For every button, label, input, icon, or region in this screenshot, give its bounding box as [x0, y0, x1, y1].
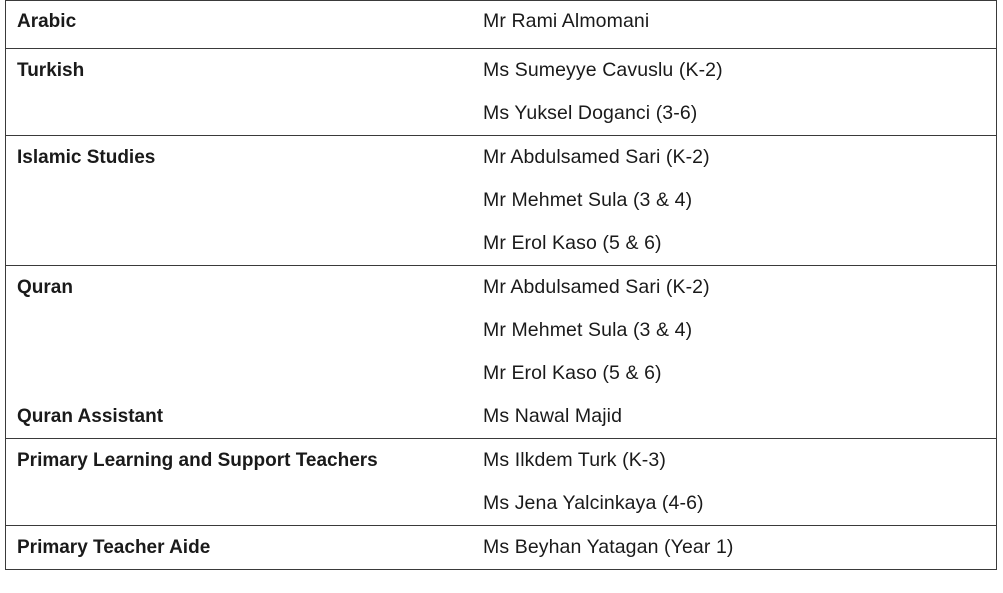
subject-cell [6, 49, 470, 136]
teacher-name: Ms Nawal Majid [483, 405, 623, 427]
teacher-cell [469, 136, 997, 266]
teacher-cell [469, 439, 997, 526]
subject-label: Primary Teacher Aide [17, 537, 211, 558]
staff-table [5, 0, 997, 570]
teacher-name: Ms Jena Yalcinkaya (4-6) [483, 492, 704, 514]
subject-cell [6, 1, 470, 49]
teacher-cell [469, 266, 997, 439]
subject-spacer [6, 352, 469, 395]
table-row [6, 266, 997, 439]
subject-label: Quran Assistant [17, 406, 164, 427]
table-row [6, 49, 997, 136]
teacher-name: Mr Abdulsamed Sari (K-2) [483, 146, 710, 168]
table-row [6, 136, 997, 266]
teacher-name: Ms Sumeyye Cavuslu (K-2) [483, 59, 723, 81]
subject-cell [6, 526, 470, 570]
subject-cell [6, 266, 470, 439]
table-row [6, 439, 997, 526]
table-row [6, 526, 997, 570]
subject-label: Islamic Studies [17, 147, 156, 168]
teacher-name: Ms Yuksel Doganci (3-6) [483, 102, 698, 124]
subject-label: Primary Learning and Support Teachers [17, 450, 378, 471]
teacher-name: Mr Erol Kaso (5 & 6) [483, 362, 662, 384]
teacher-name: Mr Mehmet Sula (3 & 4) [483, 189, 693, 211]
subject-cell [6, 439, 470, 526]
teacher-name: Mr Rami Almomani [483, 10, 650, 32]
teacher-cell [469, 49, 997, 136]
subject-spacer [6, 309, 469, 352]
teacher-cell [469, 1, 997, 49]
teacher-name: Ms Ilkdem Turk (K-3) [483, 449, 666, 471]
teacher-name: Ms Beyhan Yatagan (Year 1) [483, 536, 734, 558]
subject-label: Arabic [17, 11, 77, 32]
subject-label: Quran [17, 277, 73, 298]
teacher-name: Mr Erol Kaso (5 & 6) [483, 232, 662, 254]
table-row [6, 1, 997, 49]
subject-cell [6, 136, 470, 266]
teacher-name: Mr Abdulsamed Sari (K-2) [483, 276, 710, 298]
teacher-cell [469, 526, 997, 570]
teacher-name: Mr Mehmet Sula (3 & 4) [483, 319, 693, 341]
subject-label: Turkish [17, 60, 85, 81]
